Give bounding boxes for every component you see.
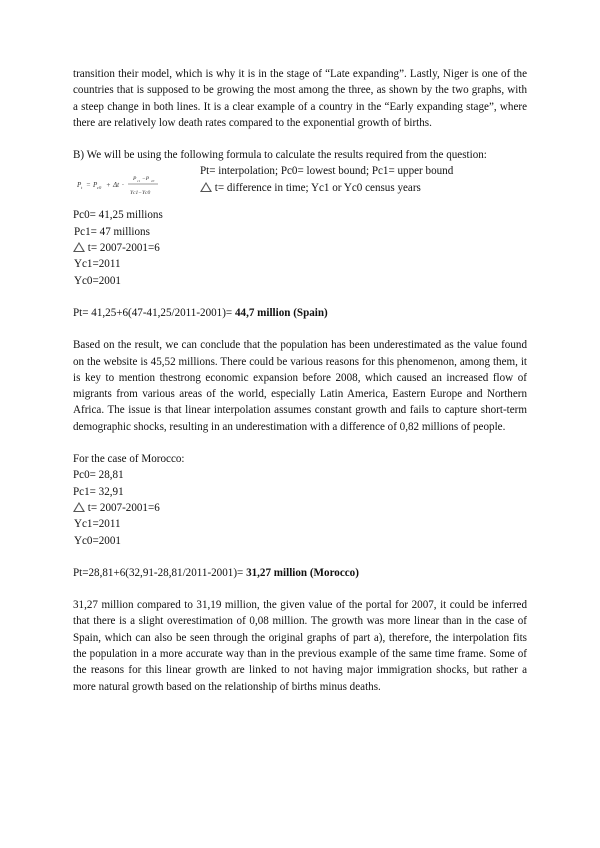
morocco-calc-expression: Pt=28,81+6(32,91-28,81/2011-2001)=: [73, 566, 247, 579]
paragraph-spain-analysis: Based on the result, we can conclude that the population has been underestimated as the value found on the website is 45,52 millions. There could be various reasons for this phenomenon, among them, it is key to mention thestrong economic expansion before 2008, which caused an increased flow of migrants from various areas of the world, especially Latin America, Eastern Europe and Northern Africa. The issue is that linear interpolation assumes constant growth and fails to capture short-term demographic shocks, resulting in an underestimation with a difference of 0,82 millions of people.: [73, 339, 527, 433]
morocco-yc0: Yc0=2001: [74, 534, 121, 547]
morocco-pc1: Pc1= 32,91: [73, 485, 124, 498]
section-b-intro: B) We will be using the following formula to calculate the results required from the question:: [73, 149, 487, 162]
svg-text:=: =: [86, 181, 91, 190]
spain-yc1: Yc1=2011: [74, 258, 121, 271]
morocco-dt-text: t= 2007-2001=6: [87, 501, 160, 514]
morocco-calculation: [73, 565, 527, 581]
spain-calculation: [73, 305, 527, 321]
formula-note-2-text: t= difference in time; Yc1 or Yc0 census years: [214, 181, 421, 194]
delta-icon: [73, 502, 85, 512]
morocco-yc1: Yc1=2011: [74, 518, 121, 531]
morocco-variables: [73, 467, 527, 548]
formula-note-1: Pt= interpolation; Pc0= lowest bound; Pc1= upper bound: [200, 165, 454, 178]
spain-pc0: Pc0= 41,25 millions: [73, 209, 163, 222]
delta-icon: [200, 182, 212, 192]
formula-note-2: [200, 180, 453, 196]
spain-dt-text: t= 2007-2001=6: [87, 242, 160, 255]
morocco-dt: [73, 500, 527, 516]
morocco-calc-result: 31,27 million (Morocco): [246, 566, 359, 579]
svg-text:P: P: [77, 181, 82, 190]
svg-text:+: +: [106, 181, 111, 190]
spain-calc-expression: Pt= 41,25+6(47-41,25/2011-2001)=: [73, 306, 235, 319]
svg-text:P: P: [133, 176, 137, 183]
formula-block: [73, 163, 527, 199]
svg-text:Yc1−Yc0: Yc1−Yc0: [130, 190, 151, 197]
spain-calc-result: 44,7 million (Spain): [234, 306, 328, 319]
morocco-pc0: Pc0= 28,81: [73, 469, 124, 482]
delta-icon: [73, 242, 85, 252]
morocco-intro: For the case of Morocco:: [73, 453, 185, 466]
svg-text:c1: c1: [137, 179, 141, 184]
paragraph-stages: transition their model, which is why it is in the stage of “Late expanding”. Lastly, Niger is one of the countries that is supposed to be growing the most among the three, as shown by the two graphs, with a steep change in both lines. It is a clear example of a country in the “Early expanding stage”, where there are relatively low death rates compared to the exponential growth of births.: [73, 68, 527, 129]
svg-text:t: t: [81, 185, 83, 191]
interpolation-formula-image: [75, 171, 195, 197]
spain-dt: [73, 240, 527, 256]
spain-yc0: Yc0=2001: [74, 274, 121, 287]
svg-text:·: ·: [122, 181, 124, 190]
svg-text:c0: c0: [151, 179, 155, 184]
document-page: [73, 66, 527, 695]
svg-text:P: P: [93, 181, 98, 190]
spain-pc1: Pc1= 47 millions: [74, 225, 150, 238]
paragraph-morocco-analysis: 31,27 million compared to 31,19 million, the given value of the portal for 2007, it could be inferred that there is a slight overestimation of 0,08 million. The growth was more linear than in the case of Spain, which can also be seen through the original graphs of part a), therefore, the interpolation fits the population in a more accurate way than in the previous example of the same time frame. Some of the reasons for this linear growth are linked to not having major immigration shocks, but rather a more natural growth based on the relationship of births minus deaths.: [73, 599, 527, 693]
spain-variables: [73, 207, 527, 288]
svg-text:−P: −P: [142, 176, 150, 183]
svg-text:c0: c0: [97, 185, 102, 191]
svg-text:Δt: Δt: [113, 181, 120, 190]
formula-notes: [200, 163, 453, 196]
